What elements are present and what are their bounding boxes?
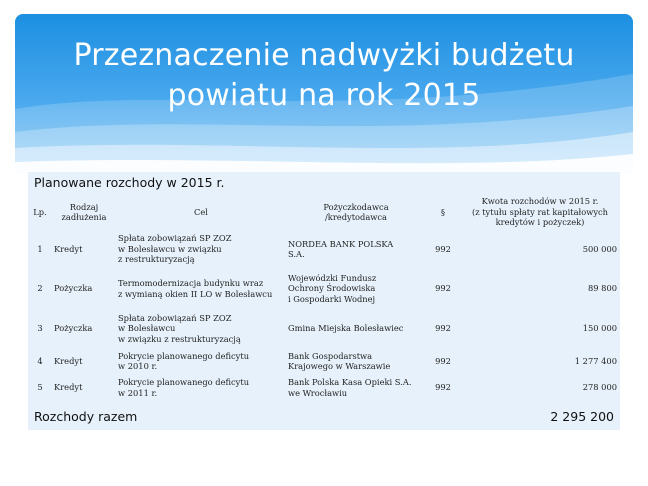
cell-pozyczkodawca bbox=[286, 348, 426, 374]
cell-paragraf: 992 bbox=[435, 243, 451, 254]
col-header-kwota-line: (z tytułu spłaty rat kapitałowych bbox=[471, 206, 609, 217]
table-row bbox=[28, 268, 620, 309]
cell-cel bbox=[116, 309, 286, 348]
cell-paragraf: 992 bbox=[435, 283, 451, 294]
cell-rodzaj: Pożyczka bbox=[54, 323, 93, 334]
cell-rodzaj: Kredyt bbox=[54, 243, 83, 254]
col-header-lp: Lp. bbox=[33, 206, 47, 217]
col-header-pozyczkodawca-line: /kredytodawca bbox=[325, 212, 387, 222]
cell-cel bbox=[116, 348, 286, 374]
cell-pozyczkodawca-line: Ochrony Środowiska bbox=[288, 283, 376, 294]
cell-pozyczkodawca bbox=[286, 268, 426, 309]
cell-paragraf: 992 bbox=[435, 323, 451, 334]
cell-pozyczkodawca bbox=[286, 230, 426, 268]
expenditure-table-panel bbox=[28, 172, 620, 430]
cell-pozyczkodawca bbox=[286, 374, 426, 401]
cell-cel-line: z wymianą okien II LO w Bolesławcu bbox=[118, 288, 273, 299]
cell-cel-line: w 2010 r. bbox=[118, 361, 158, 371]
cell-cel-line: Spłata zobowiązań SP ZOZ bbox=[118, 312, 232, 323]
cell-cel-line: w związku z restrukturyzacją bbox=[118, 333, 241, 344]
title-line-1: Przeznaczenie nadwyżki budżetu bbox=[73, 38, 575, 73]
table-row bbox=[28, 348, 620, 374]
cell-paragraf: 992 bbox=[435, 355, 451, 366]
cell-kwota: 278 000 bbox=[582, 382, 617, 393]
cell-kwota: 89 800 bbox=[587, 283, 617, 294]
col-header-rodzaj bbox=[52, 194, 116, 230]
table-heading: Planowane rozchody w 2015 r. bbox=[34, 175, 225, 190]
cell-cel bbox=[116, 374, 286, 401]
cell-rodzaj: Kredyt bbox=[54, 382, 83, 393]
cell-pozyczkodawca-line: Wojewódzki Fundusz bbox=[288, 272, 377, 283]
cell-kwota: 150 000 bbox=[582, 323, 617, 334]
cell-pozyczkodawca-line: Krajowego w Warszawie bbox=[288, 361, 391, 371]
cell-pozyczkodawca-line: S.A. bbox=[288, 249, 305, 259]
col-header-pozyczkodawca-line: Pożyczkodawca bbox=[323, 201, 389, 212]
title-line-2: powiatu na rok 2015 bbox=[167, 78, 481, 113]
cell-lp: 2 bbox=[37, 283, 43, 294]
totals-row bbox=[34, 409, 614, 424]
title-header bbox=[15, 14, 633, 174]
total-value: 2 295 200 bbox=[550, 409, 614, 424]
cell-cel-line: Spłata zobowiązań SP ZOZ bbox=[118, 233, 232, 244]
cell-lp: 4 bbox=[37, 355, 43, 366]
cell-lp: 3 bbox=[37, 323, 43, 334]
cell-pozyczkodawca-line: we Wrocławiu bbox=[288, 387, 348, 398]
expenditure-table bbox=[28, 194, 620, 401]
cell-pozyczkodawca-line: i Gospodarki Wodnej bbox=[288, 293, 376, 304]
cell-pozyczkodawca-line: NORDEA BANK POLSKA bbox=[288, 238, 394, 249]
col-header-rodzaj-line: Rodzaj bbox=[69, 201, 99, 212]
cell-pozyczkodawca-line: Bank Gospodarstwa bbox=[288, 350, 373, 361]
cell-cel bbox=[116, 268, 286, 309]
cell-pozyczkodawca bbox=[286, 309, 426, 348]
col-header-pozyczkodawca bbox=[286, 194, 426, 230]
col-header-paragraf: § bbox=[440, 206, 446, 217]
cell-cel-line: w Bolesławcu w związku bbox=[118, 243, 222, 254]
col-header-kwota bbox=[460, 194, 620, 230]
cell-cel-line: w 2011 r. bbox=[118, 387, 158, 398]
cell-kwota: 500 000 bbox=[582, 243, 617, 254]
col-header-cel: Cel bbox=[194, 206, 208, 217]
cell-cel-line: Pokrycie planowanego deficytu bbox=[118, 350, 250, 361]
col-header-kwota-line: kredytów i pożyczek) bbox=[495, 217, 585, 228]
cell-kwota: 1 277 400 bbox=[574, 355, 617, 366]
cell-pozyczkodawca-line: Bank Polska Kasa Opieki S.A. bbox=[288, 377, 412, 387]
table-row bbox=[28, 309, 620, 348]
cell-paragraf: 992 bbox=[435, 382, 451, 393]
cell-cel bbox=[116, 230, 286, 268]
cell-rodzaj: Pożyczka bbox=[54, 283, 93, 294]
cell-cel-line: Termomodernizacja budynku wraz bbox=[118, 278, 264, 288]
cell-cel-line: z restrukturyzacją bbox=[118, 254, 195, 265]
table-header-row bbox=[28, 194, 620, 230]
cell-lp: 5 bbox=[37, 382, 43, 393]
cell-lp: 1 bbox=[37, 243, 43, 254]
slide-title bbox=[15, 36, 633, 116]
table-row bbox=[28, 374, 620, 401]
cell-rodzaj: Kredyt bbox=[54, 355, 83, 366]
cell-cel-line: w Bolesławcu bbox=[118, 323, 176, 334]
col-header-kwota-line: Kwota rozchodów w 2015 r. bbox=[481, 196, 599, 207]
total-label: Rozchody razem bbox=[34, 409, 138, 424]
cell-pozyczkodawca-line: Gmina Miejska Bolesławiec bbox=[288, 323, 404, 334]
cell-cel-line: Pokrycie planowanego deficytu bbox=[118, 377, 250, 387]
table-row bbox=[28, 230, 620, 268]
col-header-rodzaj-line: zadłużenia bbox=[61, 212, 107, 222]
